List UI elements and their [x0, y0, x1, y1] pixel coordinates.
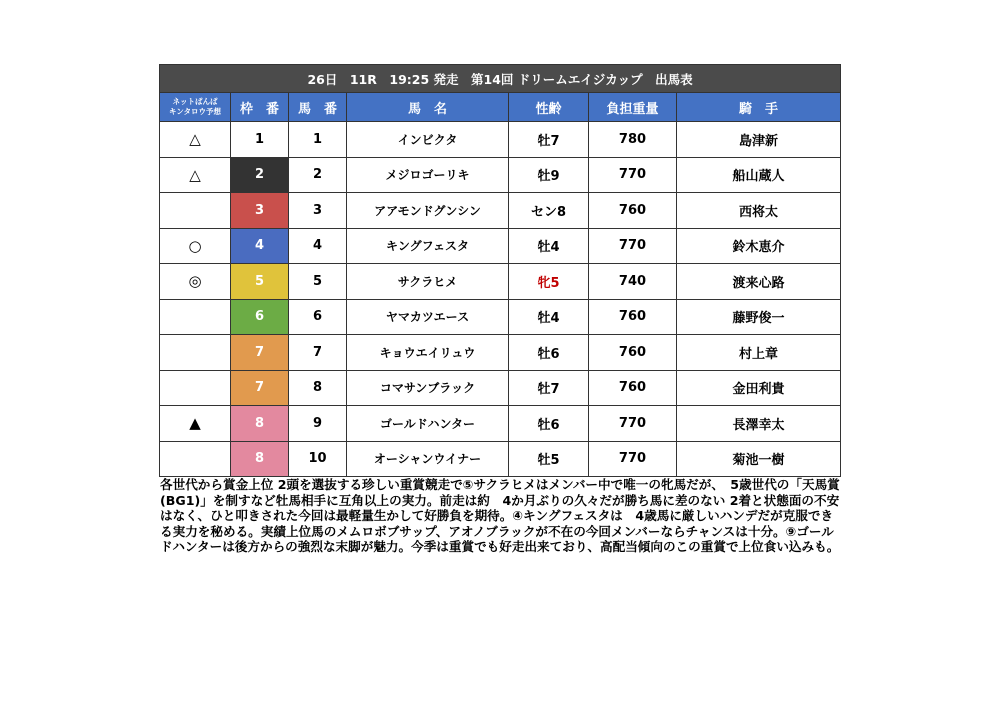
table-row	[160, 228, 841, 264]
horse-name: キングフェスタ	[347, 228, 509, 264]
waku-number: 6	[231, 299, 289, 335]
prediction-mark: △	[160, 122, 231, 158]
table-row	[160, 122, 841, 158]
prediction-mark: ▲	[160, 406, 231, 442]
sex-age: 牡6	[509, 335, 589, 371]
horse-name: ゴールドハンター	[347, 406, 509, 442]
jockey-name: 船山蔵人	[677, 157, 841, 193]
sex-age: 牡9	[509, 157, 589, 193]
waku-number: 7	[231, 370, 289, 406]
sex-age: 牡6	[509, 406, 589, 442]
horse-number: 3	[289, 193, 347, 229]
horse-number: 9	[289, 406, 347, 442]
sex-age: 牡5	[509, 441, 589, 477]
prediction-mark	[160, 193, 231, 229]
burden-weight: 770	[589, 406, 677, 442]
race-title: 26日 11R 19:25 発走 第14回 ドリームエイジカップ 出馬表	[160, 65, 841, 93]
sex-age: 牡7	[509, 370, 589, 406]
race-card-table	[159, 64, 841, 477]
waku-number: 5	[231, 264, 289, 300]
header-sex-age: 性齢	[509, 93, 589, 122]
table-row	[160, 370, 841, 406]
prediction-mark: ◎	[160, 264, 231, 300]
horse-name: インビクタ	[347, 122, 509, 158]
horse-number: 6	[289, 299, 347, 335]
waku-number: 8	[231, 406, 289, 442]
horse-name: ヤマカツエース	[347, 299, 509, 335]
horse-number: 5	[289, 264, 347, 300]
waku-number: 2	[231, 157, 289, 193]
horse-name: メジロゴーリキ	[347, 157, 509, 193]
prediction-mark	[160, 441, 231, 477]
burden-weight: 760	[589, 335, 677, 371]
horse-name: キョウエイリュウ	[347, 335, 509, 371]
horse-number: 2	[289, 157, 347, 193]
burden-weight: 770	[589, 228, 677, 264]
prediction-mark	[160, 370, 231, 406]
header-row	[160, 93, 841, 122]
table-row	[160, 193, 841, 229]
horse-number: 10	[289, 441, 347, 477]
header-weight: 負担重量	[589, 93, 677, 122]
horse-number: 4	[289, 228, 347, 264]
jockey-name: 菊池一樹	[677, 441, 841, 477]
waku-number: 7	[231, 335, 289, 371]
horse-name: コマサンブラック	[347, 370, 509, 406]
burden-weight: 760	[589, 193, 677, 229]
sex-age: 牡4	[509, 228, 589, 264]
horse-number: 7	[289, 335, 347, 371]
prediction-mark: △	[160, 157, 231, 193]
prediction-mark	[160, 335, 231, 371]
header-prediction-line2: キンタロウ予想	[168, 107, 222, 116]
prediction-mark	[160, 299, 231, 335]
race-comment: 各世代から賞金上位 2頭を選抜する珍しい重賞競走で⑤サクラヒメはメンバー中で唯一の牝馬だが、 5歳世代の「天馬賞(BG1)」を制すなど牡馬相手に互角以上の実力。前走は約 4か月ぶりの久々だが勝ち馬に差のない 2着と状態面の不安はなく、ひと叩きされた今回は最軽量生かして好勝負を期待。④キングフェスタは 4歳馬に厳しいハンデだが克服できる実力を秘める。実績上位馬のメムロボブサップ、アオノブラックが不在の今回メンバーならチャンスは十分。⑨ゴールドハンターは後方からの強烈な末脚が魅力。今季は重賞でも好走出来ており、高配当傾向のこの重賞で上位食い込みも。	[160, 477, 840, 554]
header-prediction	[160, 93, 231, 122]
jockey-name: 長澤幸太	[677, 406, 841, 442]
jockey-name: 村上章	[677, 335, 841, 371]
jockey-name: 島津新	[677, 122, 841, 158]
waku-number: 8	[231, 441, 289, 477]
table-row	[160, 406, 841, 442]
jockey-name: 金田利貴	[677, 370, 841, 406]
table-row	[160, 335, 841, 371]
jockey-name: 西将太	[677, 193, 841, 229]
waku-number: 4	[231, 228, 289, 264]
header-prediction-line1: ネットぱんぱ	[172, 97, 218, 106]
prediction-mark: ○	[160, 228, 231, 264]
header-jockey: 騎 手	[677, 93, 841, 122]
header-horse-name: 馬 名	[347, 93, 509, 122]
horse-number: 8	[289, 370, 347, 406]
sex-age: セン8	[509, 193, 589, 229]
horse-number: 1	[289, 122, 347, 158]
burden-weight: 760	[589, 299, 677, 335]
horse-name: オーシャンウイナー	[347, 441, 509, 477]
jockey-name: 鈴木恵介	[677, 228, 841, 264]
sex-age: 牡4	[509, 299, 589, 335]
horse-name: サクラヒメ	[347, 264, 509, 300]
table-row	[160, 264, 841, 300]
header-umaban: 馬 番	[289, 93, 347, 122]
jockey-name: 藤野俊一	[677, 299, 841, 335]
header-waku: 枠 番	[231, 93, 289, 122]
table-row	[160, 157, 841, 193]
burden-weight: 780	[589, 122, 677, 158]
burden-weight: 740	[589, 264, 677, 300]
burden-weight: 770	[589, 157, 677, 193]
burden-weight: 770	[589, 441, 677, 477]
sex-age: 牝5	[509, 264, 589, 300]
entries-body	[160, 122, 841, 477]
table-row	[160, 441, 841, 477]
horse-name: アアモンドグンシン	[347, 193, 509, 229]
burden-weight: 760	[589, 370, 677, 406]
jockey-name: 渡来心路	[677, 264, 841, 300]
waku-number: 3	[231, 193, 289, 229]
table-row	[160, 299, 841, 335]
title-row	[160, 65, 841, 93]
waku-number: 1	[231, 122, 289, 158]
sex-age: 牡7	[509, 122, 589, 158]
